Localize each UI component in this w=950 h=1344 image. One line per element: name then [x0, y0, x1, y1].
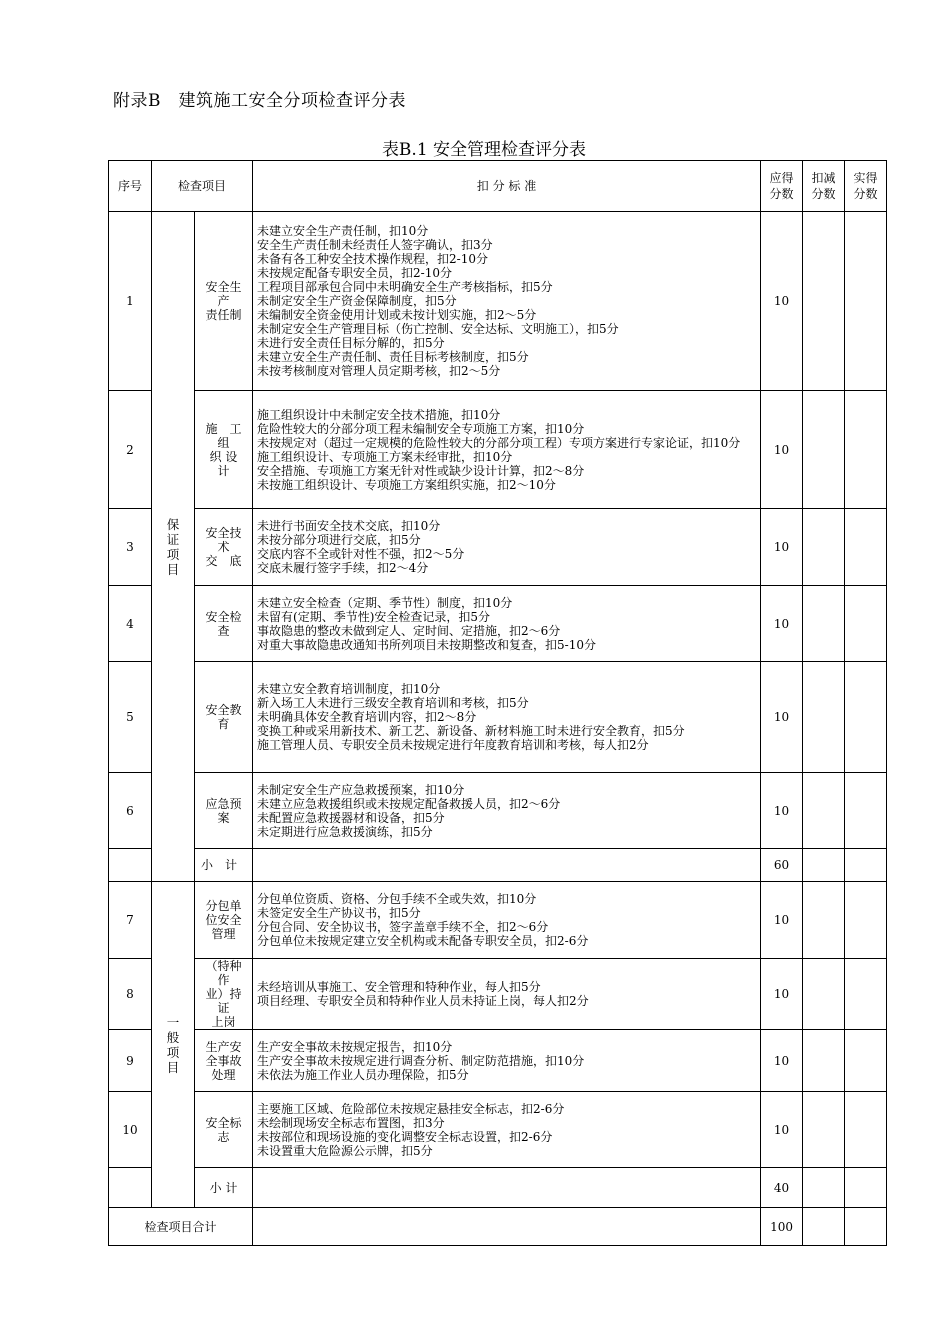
row-number: 4 [109, 586, 152, 662]
row-number: 9 [109, 1030, 152, 1092]
check-item: 施 工 组 织 设 计 [195, 391, 253, 509]
subtotal-label: 小 计 [195, 849, 253, 882]
table-row [109, 882, 887, 959]
row-number: 6 [109, 773, 152, 849]
deduct-score-cell[interactable] [803, 212, 845, 391]
due-score: 10 [761, 959, 803, 1030]
table-row [109, 959, 887, 1030]
empty-cell [253, 1168, 761, 1208]
table-row [109, 1092, 887, 1168]
row-number: 3 [109, 509, 152, 586]
deduction-standard: 未建立安全检查（定期、季节性）制度，扣10分 未留有(定期、季节性)安全检查记录，扣5分 事故隐患的整改未做到定人、定时间、定措施，扣2～6分 对重大事故隐患改通知书所列项目未按期整改和复查，扣5-10分 [253, 586, 761, 662]
check-item: （特种作 业）持证 上岗 [195, 959, 253, 1030]
actual-score-cell[interactable] [845, 509, 887, 586]
empty-cell [253, 849, 761, 882]
deduct-score-cell[interactable] [803, 959, 845, 1030]
deduction-standard: 主要施工区域、危险部位未按规定悬挂安全标志，扣2-6分 未绘制现场安全标志布置图，扣3分 未按部位和现场设施的变化调整安全标志设置，扣2-6分 未设置重大危险源公示牌，扣5分 [253, 1092, 761, 1168]
table-row [109, 391, 887, 509]
check-item: 生产安 全事故 处理 [195, 1030, 253, 1092]
deduct-score-cell[interactable] [803, 662, 845, 773]
row-number: 10 [109, 1092, 152, 1168]
check-item: 安全技 术 交 底 [195, 509, 253, 586]
total-label: 检查项目合计 [109, 1208, 253, 1246]
subtotal-row [109, 849, 887, 882]
check-item: 分包单 位安全 管理 [195, 882, 253, 959]
deduction-standard: 未建立安全生产责任制，扣10分 安全生产责任制未经责任人签字确认，扣3分 未备有各工种安全技术操作规程，扣2-10分 未按规定配备专职安全员，扣2-10分 工程项目部承包合同中未明确安全生产考核指标，扣5分 未制定安全生产资金保障制度，扣5分 未编制安全资金使用计划或未按计划实施，扣2～5分 未制定安全生产管理目标（伤亡控制、安全达标、文明施工），扣5分 未进行安全责任目标分解的，扣5分 未建立安全生产责任制、责任目标考核制度，扣5分 未按考核制度对管理人员定期考核，扣2～5分 [253, 212, 761, 391]
group-general: 一般项目 [152, 882, 195, 1208]
table-row [109, 586, 887, 662]
actual-score-cell[interactable] [845, 391, 887, 509]
deduct-score-cell[interactable] [803, 849, 845, 882]
score-table [108, 160, 887, 1246]
check-item: 应急预 案 [195, 773, 253, 849]
row-number: 7 [109, 882, 152, 959]
deduct-score-cell[interactable] [803, 1092, 845, 1168]
check-item: 安全教 育 [195, 662, 253, 773]
subtotal-score: 40 [761, 1168, 803, 1208]
due-score: 10 [761, 391, 803, 509]
table-row [109, 1030, 887, 1092]
header-due-score: 应得 分数 [761, 161, 803, 212]
deduction-standard: 未建立安全教育培训制度，扣10分 新入场工人未进行三级安全教育培训和考核，扣5分 未明确具体安全教育培训内容，扣2～8分 变换工种或采用新技术、新工艺、新设备、新材料施工时未进行安全教育，扣5分 施工管理人员、专职安全员未按规定进行年度教育培训和考核，每人扣2分 [253, 662, 761, 773]
check-item: 安全标 志 [195, 1092, 253, 1168]
table-row [109, 662, 887, 773]
deduction-standard: 分包单位资质、资格、分包手续不全或失效，扣10分 未签定安全生产协议书，扣5分 分包合同、安全协议书，签字盖章手续不全，扣2～6分 分包单位未按规定建立安全机构或未配备专职安全员，扣2-6分 [253, 882, 761, 959]
deduct-score-cell[interactable] [803, 1030, 845, 1092]
deduct-score-cell[interactable] [803, 586, 845, 662]
total-row [109, 1208, 887, 1246]
row-number: 5 [109, 662, 152, 773]
deduct-score-cell[interactable] [803, 882, 845, 959]
subtotal-label: 小 计 [195, 1168, 253, 1208]
actual-score-cell[interactable] [845, 1092, 887, 1168]
due-score: 10 [761, 882, 803, 959]
due-score: 10 [761, 773, 803, 849]
header-row [109, 161, 887, 212]
subtotal-row [109, 1168, 887, 1208]
header-seq: 序号 [109, 161, 152, 212]
header-deduct-score: 扣减 分数 [803, 161, 845, 212]
deduct-score-cell[interactable] [803, 509, 845, 586]
appendix-title: 附录B 建筑施工安全分项检查评分表 [113, 91, 406, 111]
deduction-standard: 未制定安全生产应急救援预案，扣10分 未建立应急救援组织或未按规定配备救援人员，扣2～6分 未配置应急救援器材和设备，扣5分 未定期进行应急救援演练，扣5分 [253, 773, 761, 849]
due-score: 10 [761, 212, 803, 391]
empty-cell [253, 1208, 761, 1246]
deduction-standard: 未进行书面安全技术交底，扣10分 未按分部分项进行交底，扣5分 交底内容不全或针对性不强，扣2～5分 交底未履行签字手续，扣2～4分 [253, 509, 761, 586]
due-score: 10 [761, 662, 803, 773]
due-score: 10 [761, 1092, 803, 1168]
due-score: 10 [761, 1030, 803, 1092]
header-standard: 扣 分 标 准 [253, 161, 761, 212]
actual-score-cell[interactable] [845, 1208, 887, 1246]
deduction-standard: 生产安全事故未按规定报告，扣10分 生产安全事故未按规定进行调查分析、制定防范措施，扣10分 未依法为施工作业人员办理保险，扣5分 [253, 1030, 761, 1092]
actual-score-cell[interactable] [845, 882, 887, 959]
actual-score-cell[interactable] [845, 773, 887, 849]
subtotal-score: 60 [761, 849, 803, 882]
actual-score-cell[interactable] [845, 662, 887, 773]
due-score: 10 [761, 509, 803, 586]
deduct-score-cell[interactable] [803, 1208, 845, 1246]
deduct-score-cell[interactable] [803, 1168, 845, 1208]
row-number: 2 [109, 391, 152, 509]
empty-cell [109, 1168, 152, 1208]
actual-score-cell[interactable] [845, 1168, 887, 1208]
row-number: 1 [109, 212, 152, 391]
actual-score-cell[interactable] [845, 959, 887, 1030]
table-row [109, 509, 887, 586]
table-row [109, 773, 887, 849]
group-guarantee: 保证项目 [152, 212, 195, 882]
deduction-standard: 未经培训从事施工、安全管理和特种作业，每人扣5分 项目经理、专职安全员和特种作业人员未持证上岗，每人扣2分 [253, 959, 761, 1030]
due-score: 10 [761, 586, 803, 662]
table-title: 表B.1 安全管理检查评分表 [381, 140, 587, 160]
actual-score-cell[interactable] [845, 849, 887, 882]
actual-score-cell[interactable] [845, 586, 887, 662]
deduct-score-cell[interactable] [803, 773, 845, 849]
actual-score-cell[interactable] [845, 212, 887, 391]
deduction-standard: 施工组织设计中未制定安全技术措施，扣10分 危险性较大的分部分项工程未编制安全专项施工方案，扣10分 未按规定对（超过一定规模的危险性较大的分部分项工程）专项方案进行专家论证，扣10分 施工组织设计、专项施工方案未经审批，扣10分 安全措施、专项施工方案无针对性或缺少设计计算，扣2～8分 未按施工组织设计、专项施工方案组织实施，扣2～10分 [253, 391, 761, 509]
actual-score-cell[interactable] [845, 1030, 887, 1092]
header-actual-score: 实得 分数 [845, 161, 887, 212]
total-score: 100 [761, 1208, 803, 1246]
row-number: 8 [109, 959, 152, 1030]
empty-cell [109, 849, 152, 882]
header-item: 检查项目 [152, 161, 253, 212]
check-item: 安全生 产 责任制 [195, 212, 253, 391]
deduct-score-cell[interactable] [803, 391, 845, 509]
table-row [109, 212, 887, 391]
check-item: 安全检 查 [195, 586, 253, 662]
